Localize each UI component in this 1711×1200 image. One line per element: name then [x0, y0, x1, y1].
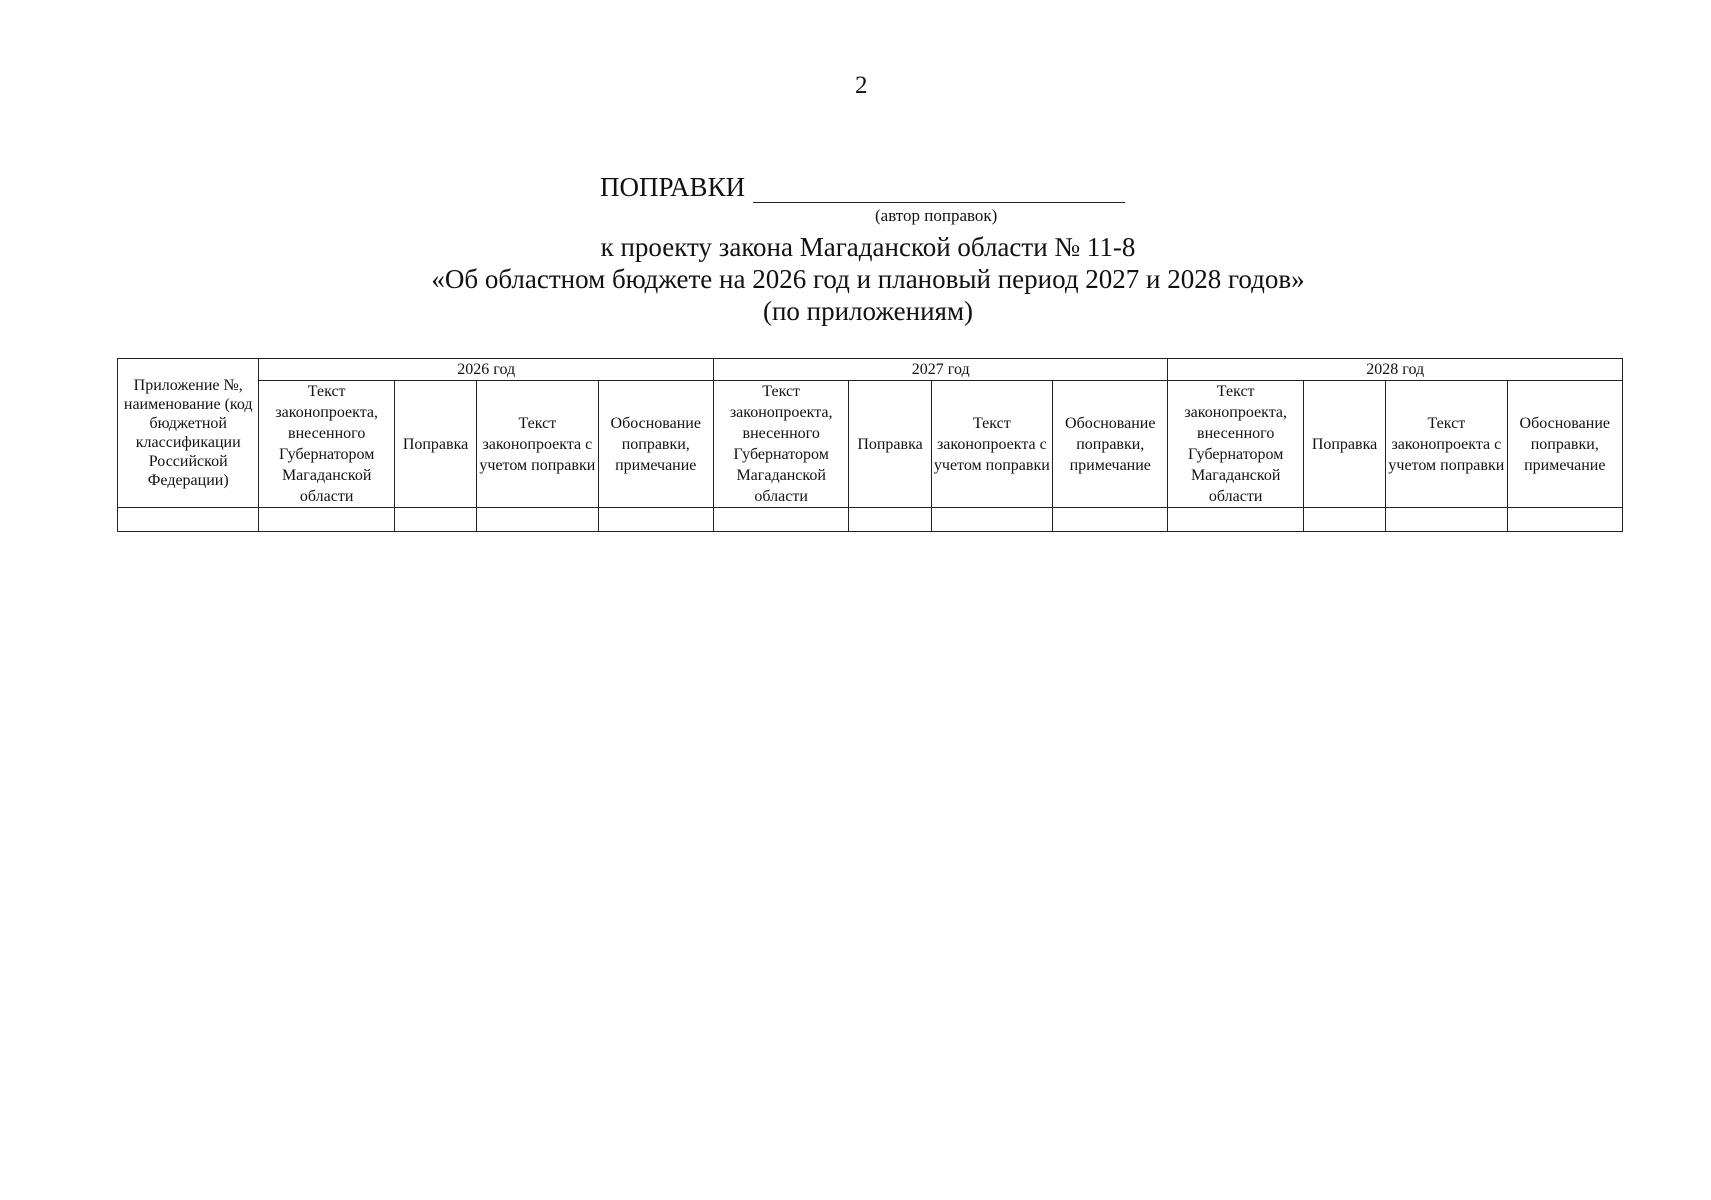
header-year-2028: 2028 год — [1168, 359, 1623, 381]
header-year-2027: 2027 год — [713, 359, 1168, 381]
subtitle-line-1: к проекту закона Магаданской области № 11-8 — [600, 232, 1136, 262]
column-header-row — [118, 381, 1623, 508]
table-cell[interactable] — [394, 508, 476, 532]
header-text-bill: Текст законопроекта, внесенного Губернатором Магаданской области — [259, 381, 394, 508]
document-title: ПОПРАВКИ — [600, 172, 746, 202]
header-justification: Обоснование поправки, примечание — [1053, 381, 1168, 508]
table-cell[interactable] — [1303, 508, 1385, 532]
table-cell[interactable] — [1386, 508, 1507, 532]
table-cell[interactable] — [849, 508, 931, 532]
table-cell[interactable] — [931, 508, 1052, 532]
header-justification: Обоснование поправки, примечание — [1507, 381, 1622, 508]
table-cell[interactable] — [118, 508, 259, 532]
header-text-with-amendment: Текст законопроекта с учетом поправки — [477, 381, 598, 508]
header-text-with-amendment: Текст законопроекта с учетом поправки — [931, 381, 1052, 508]
header-text-bill: Текст законопроекта, внесенного Губернатором Магаданской области — [1168, 381, 1303, 508]
header-text-bill: Текст законопроекта, внесенного Губернатором Магаданской области — [713, 381, 848, 508]
header-amendment: Поправка — [849, 381, 931, 508]
page-number: 2 — [855, 72, 868, 99]
table-cell[interactable] — [477, 508, 598, 532]
header-amendment: Поправка — [394, 381, 476, 508]
subtitle-line-2: «Об областном бюджете на 2026 год и плановый период 2027 и 2028 годов» — [431, 264, 1305, 294]
table-cell[interactable] — [598, 508, 713, 532]
table-cell[interactable] — [259, 508, 394, 532]
table-cell[interactable] — [1168, 508, 1303, 532]
table-cell[interactable] — [1507, 508, 1622, 532]
header-justification: Обоснование поправки, примечание — [598, 381, 713, 508]
author-caption: (автор поправок) — [875, 206, 998, 225]
year-header-row — [118, 359, 1623, 381]
title-line — [600, 172, 1125, 203]
header-year-2026: 2026 год — [259, 359, 714, 381]
header-appendix: Приложение №, наименование (код бюджетной классификации Российской Федерации) — [118, 359, 259, 508]
header-amendment: Поправка — [1303, 381, 1385, 508]
table-cell[interactable] — [713, 508, 848, 532]
header-text-with-amendment: Текст законопроекта с учетом поправки — [1386, 381, 1507, 508]
author-blank-line[interactable] — [753, 176, 1125, 203]
empty-entry-row — [118, 508, 1623, 532]
subtitle-line-3: (по приложениям) — [762, 296, 974, 326]
amendments-table — [117, 358, 1623, 532]
table-cell[interactable] — [1053, 508, 1168, 532]
